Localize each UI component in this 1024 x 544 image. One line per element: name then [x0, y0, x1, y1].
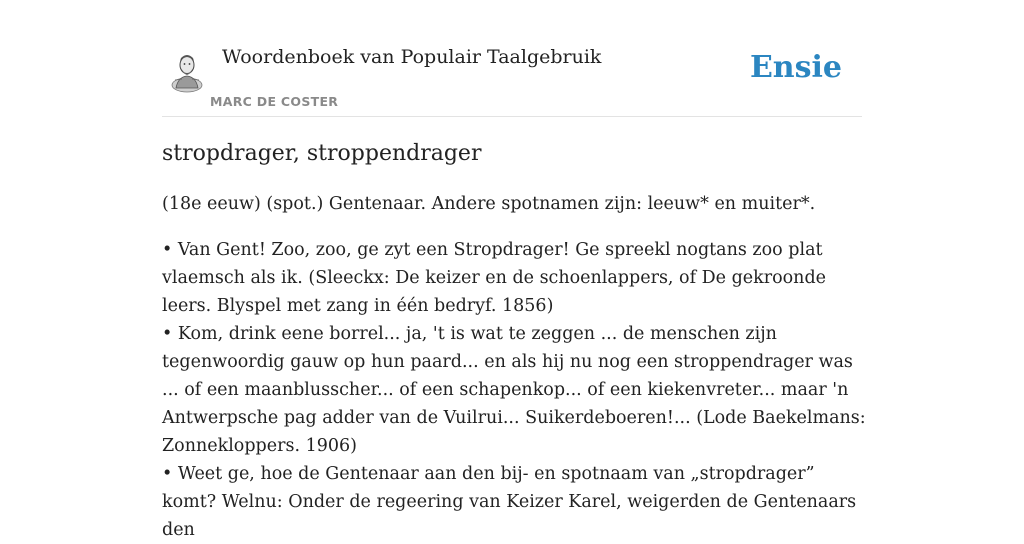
ensie-logo[interactable]: Ensie [749, 50, 842, 85]
dictionary-title[interactable]: Woordenboek van Populair Taalgebruik [222, 46, 602, 68]
quote-item: • Weet ge, hoe de Gentenaar aan den bij- en spotnaam van „stropdrager” komt? Welnu: Onder de regeering van Keizer Karel, weigerden de Gentenaars den [162, 464, 857, 540]
quote-item: • Kom, drink eene borrel... ja, 't is wat te zeggen ... de menschen zijn tegenwoordig gauw op hun paard... en als hij nu nog een stroppendrager was ... of een maanblusscher... of een schapenkop... of een kiekenvreter... maar 'n Antwerpsche pag adder van de Vuilrui... Suikerdeboeren!... (Lode Baekelmans: Zonnekloppers. 1906) [162, 324, 866, 456]
entry-title: stropdrager, stroppendrager [162, 141, 482, 166]
entry-definition: (18e eeuw) (spot.) Gentenaar. Andere spotnamen zijn: leeuw* en muiter*. [162, 194, 816, 214]
entry-content [162, 138, 874, 544]
quote-item: • Van Gent! Zoo, zoo, ge zyt een Stropdrager! Ge spreekl nogtans zoo plat vlaemsch als ik. (Sleeckx: De keizer en de schoenlappers, of De gekroonde leers. Blyspel met zang in één bedryf. 1856) [162, 240, 827, 316]
page-header [162, 40, 862, 117]
author-portrait-icon[interactable] [170, 50, 204, 90]
quote-list [162, 236, 874, 544]
author-name[interactable]: MARC DE COSTER [210, 94, 339, 109]
